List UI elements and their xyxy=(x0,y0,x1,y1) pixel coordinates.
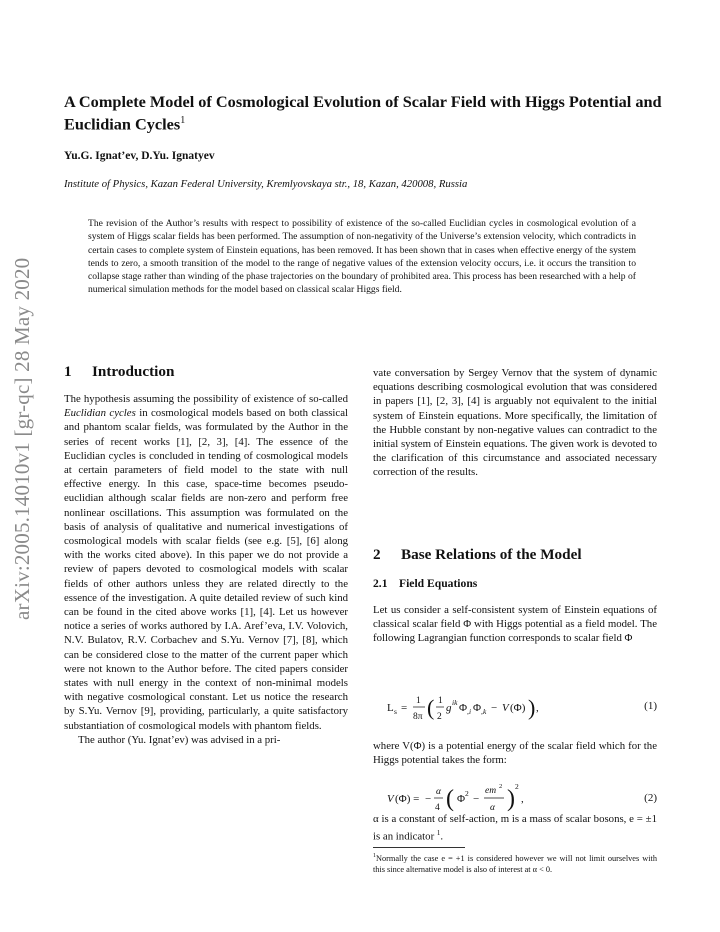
svg-text:−: − xyxy=(473,793,480,805)
svg-text:(: ( xyxy=(427,695,435,720)
svg-text:k: k xyxy=(483,707,487,716)
svg-text:Φ: Φ xyxy=(473,702,482,714)
svg-text:(Φ): (Φ) xyxy=(510,702,526,714)
paper-authors: Yu.G. Ignat’ev, D.Yu. Ignatyev xyxy=(64,150,215,162)
svg-text:,: , xyxy=(536,702,539,714)
svg-text:1: 1 xyxy=(416,696,421,706)
svg-text:,: , xyxy=(481,707,483,716)
svg-text:(: ( xyxy=(446,786,454,812)
svg-text:V: V xyxy=(387,793,394,805)
svg-text:em: em xyxy=(485,786,497,796)
svg-text:4: 4 xyxy=(435,803,440,813)
svg-text:): ) xyxy=(507,786,515,812)
svg-text:V: V xyxy=(502,702,509,714)
paper-affiliation: Institute of Physics, Kazan Federal University, Kremlyovskaya str., 18, Kazan, 420008, Russia xyxy=(64,178,468,190)
arxiv-id[interactable]: arXiv:2005.14010v1 [gr-qc] 28 May 2020 xyxy=(10,257,34,620)
field-equations-paragraph-3: α is a constant of self-action, m is a mass of scalar bosons, e = ±1 is an indicator $^1$. xyxy=(373,813,657,843)
svg-text:ik: ik xyxy=(452,698,458,707)
paper-title: A Complete Model of Cosmological Evolution of Scalar Field with Higgs Potential and Euclidian Cycles$^1$ xyxy=(64,92,662,134)
svg-text:α: α xyxy=(490,803,495,813)
svg-text:s: s xyxy=(394,707,397,716)
svg-text:g: g xyxy=(446,702,452,714)
field-equations-paragraph-2: where V(Φ) is a potential energy of the scalar field which for the Higgs potential takes the form: xyxy=(373,740,657,767)
subsection-heading-field-equations: 2.1 Field Equations xyxy=(373,577,478,590)
equation-1-number: (1) xyxy=(644,700,657,712)
paper-abstract: The revision of the Author’s results with respect to possibility of existence of the so-called Euclidian cycles in cosmological evolution of a system of Higgs scalar fields has been performed. The assumption of non-negativity of the Universe’s extension velocity, which contradicts in certain cases to complete system of Einstein equations, has been removed. It has been shown that in cases when effective energy of the system tends to zero, a smooth transition of the model to the range of negative values of the extension velocity occurs, i.e. it occurs the transition to collapse stage rather than winding of the phase trajectories on the boundary of prohibited area. This process has been researched with a help of numerical simulation methods for the model based on classical scalar Higgs field. xyxy=(88,218,636,296)
svg-text:8π: 8π xyxy=(413,712,423,722)
intro-paragraph-1: The hypothesis assuming the possibility of existence of so-called Euclidian cycles in cosmological models based on both classical and phantom scalar fields, was formulated by the Author in the series of recent works [1], [2, 3], [4]. The essence of the Euclidian cycles is concluded in tending of cosmological models at certain parameters of field model to the state with null effective energy. In this case, space-time becomes pseudo-euclidian although scalar fields are non-zero and perform free nonlinear oscillations. This assumption was formulated on the basis of analysis of qualitative and numerical investigations of cosmological models with scalar fields (see e.g. [5], [6] along with the works cited above). In this paper we do not provide a review of papers devoted to cosmological models with scalar fields of other authors unless they are related directly to the essence of the investigation. A quite detailed review of such kind can be found in the cited above works [1], [4]. Let us however notice a series of works authored by I.A. Aref’eva, I.V. Volovich, N.V. Bulatov, R.V. Corbachev and S.Yu. Vernov [7], [8], which can be considered close to the matter of the current paper which were not known to the Author before. The cited papers consider states with null energy in the context of non-minimal models with negative cosmological constant. Let us notice the research by S.Yu. Vernov [9], providing, particularly, a quite satisfactory substantiation of cosmological models with phantom fields. xyxy=(64,393,348,732)
field-equations-paragraph-1: Let us consider a self-consistent system of Einstein equations of classical scalar field Φ with Higgs potential as a field model. The following Lagrangian function corresponds to scalar field Φ xyxy=(373,604,657,645)
svg-text:−: − xyxy=(425,793,432,805)
svg-text:2: 2 xyxy=(515,782,519,791)
svg-text:−: − xyxy=(491,702,498,714)
svg-text:1: 1 xyxy=(438,696,443,706)
svg-text:,: , xyxy=(467,707,469,716)
footnote: $^1$Normally the case e = +1 is considered however we will not limit ourselves with this since alternative model is also of interest at α < 0. xyxy=(373,853,657,874)
svg-text:i: i xyxy=(469,707,472,716)
svg-text:L: L xyxy=(387,702,394,714)
svg-text:2: 2 xyxy=(499,783,503,790)
footnote-mark: 1 xyxy=(373,853,376,859)
lagrangian-formula xyxy=(387,690,607,726)
svg-text:2: 2 xyxy=(465,789,469,798)
svg-text:(Φ) =: (Φ) = xyxy=(395,793,420,805)
section-heading-introduction: 1 Introduction xyxy=(64,363,175,380)
title-footnote-mark: 1 xyxy=(180,115,186,126)
svg-text:2: 2 xyxy=(437,712,442,722)
svg-text:Φ: Φ xyxy=(457,793,466,805)
left-column xyxy=(64,392,348,747)
equation-2-number: (2) xyxy=(644,792,657,804)
equation-1-body xyxy=(387,690,607,729)
intro-paragraph-2-continued: vate conversation by Sergey Vernov that the system of dynamic equations describing cosmological evolution that was considered in papers [1], [2, 3], [4] is arguably not equivalent to the initial system of Einstein equations. More specifically, the limitation of the Hubble constant by non-negative values can contradict to the initial system of Einstein equations. The given work is devoted to the clarification of this circumstance and associated necessary correction of the results. xyxy=(373,367,657,479)
equation-1 xyxy=(373,690,657,726)
intro-paragraph-2-start: The author (Yu. Ignat’ev) was advised in a pri- xyxy=(78,733,281,746)
svg-text:α: α xyxy=(436,787,441,797)
svg-text:=: = xyxy=(401,702,408,714)
right-column-top xyxy=(373,366,657,480)
section-heading-base-relations: 2 Base Relations of the Model xyxy=(373,546,582,563)
footnote-reference-mark[interactable]: 1 xyxy=(436,829,441,838)
svg-text:): ) xyxy=(528,695,536,720)
footnote-rule xyxy=(373,847,465,848)
svg-text:,: , xyxy=(521,793,524,805)
svg-text:Φ: Φ xyxy=(459,702,468,714)
